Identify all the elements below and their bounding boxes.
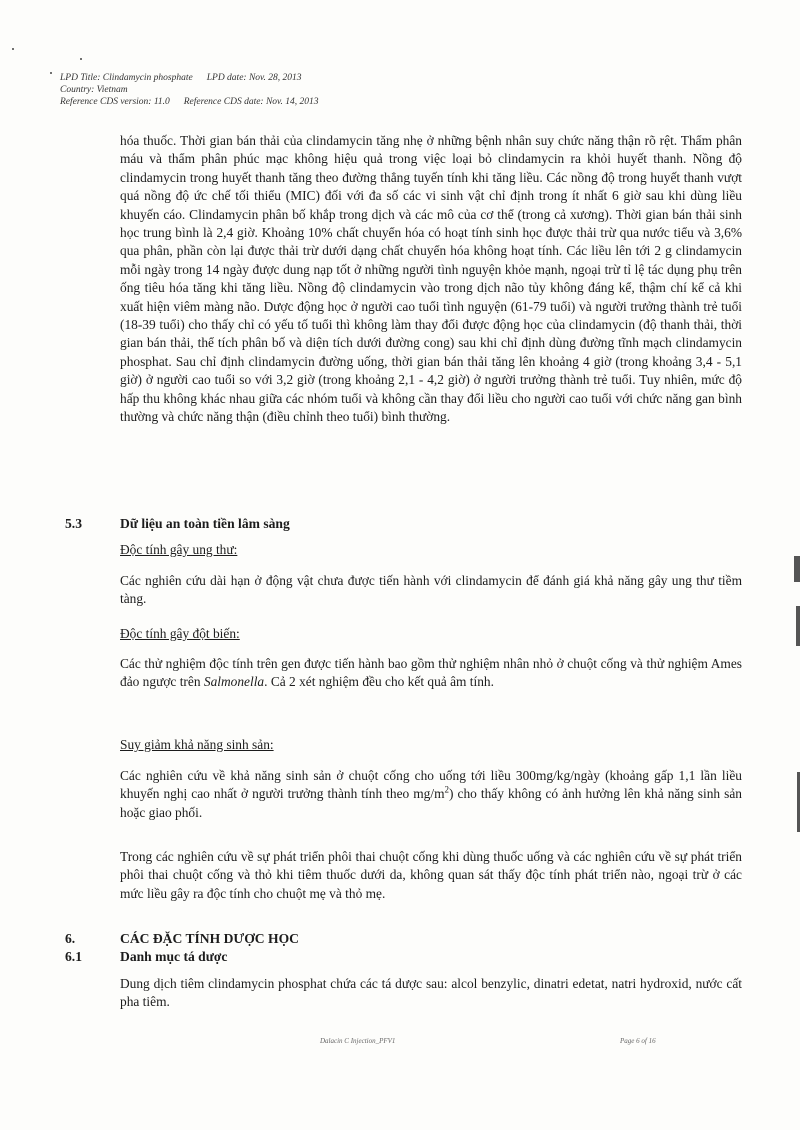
header-line-title [60, 72, 319, 84]
section-number: 5.3 [65, 516, 82, 531]
carcinogenicity-heading: Độc tính gây ung thư: [120, 542, 238, 557]
excipients-text: Dung dịch tiêm clindamycin phosphat chứa các tá dược sau: alcol benzylic, dinatri edetat, natri hydroxid, nước cất pha tiêm. [120, 976, 742, 1010]
cds-version: Reference CDS version: 11.0 [60, 97, 170, 107]
scan-dot [12, 48, 14, 50]
fertility-heading: Suy giảm khả năng sinh sản: [120, 737, 274, 752]
fertility-text: Các nghiên cứu về khả năng sinh sản ở chuột cống cho uống tới liều 300mg/kg/ngày (khoảng gấp 1,1 lần liều khuyến nghị cao nhất ở người trưởng thành tính theo $mg/m^2$) cho thấy không có ảnh hưởng lên khả năng sinh sản hoặc giao phối. [120, 768, 742, 820]
section-title: CÁC ĐẶC TÍNH DƯỢC HỌC [120, 931, 299, 946]
country: Country: Vietnam [60, 85, 128, 95]
scan-dot [80, 58, 82, 60]
cds-date: Reference CDS date: Nov. 14, 2013 [183, 97, 319, 107]
scan-dot [50, 72, 52, 74]
section-title: Dữ liệu an toàn tiền lâm sàng [120, 516, 290, 531]
section-title: Danh mục tá dược [120, 949, 228, 964]
mutagenicity-heading: Độc tính gây đột biến: [120, 626, 240, 641]
footer-page-number: Page 6 of 16 [620, 1037, 656, 1045]
lpd-date: LPD date: Nov. 28, 2013 [206, 73, 302, 83]
scan-edge-mark [794, 556, 800, 582]
footer-left: Dalacin C Injection_PFV1 [320, 1037, 396, 1045]
document-header [60, 72, 319, 108]
carcinogenicity-text: Các nghiên cứu dài hạn ở động vật chưa được tiến hành với clindamycin để đánh giá khả năng gây ung thư tiềm tàng. [120, 573, 742, 607]
section-number: 6.1 [65, 949, 82, 964]
section-number: 6. [65, 931, 76, 946]
lpd-title: LPD Title: Clindamycin phosphate [60, 73, 193, 83]
pharmacokinetics-paragraph: hóa thuốc. Thời gian bán thải của clindamycin tăng nhẹ ở những bệnh nhân suy chức năng thận rõ rệt. Thẩm phân máu và thẩm phân phúc mạc không hiệu quả trong việc loại bỏ clindamycin ra khỏi huyết thanh. Nồng độ clindamycin trong huyết thanh tăng theo đường thẳng tuyến tính khi tăng liều. Các nồng độ trong huyết thanh vượt quá nồng độ ức chế tối thiểu (MIC) đối với đa số các vi sinh vật chỉ định trong ít nhất 6 giờ sau khi dùng liều khuyến cáo. Clindamycin phân bố khắp trong dịch và các mô của cơ thể (trong cả xương). Thời gian bán thải sinh học trung bình là 2,4 giờ. Khoảng 10% chất chuyển hóa có hoạt tính sinh học được thải trừ qua nước tiểu và 3,6% qua phân, phần còn lại được thải trừ dưới dạng chất chuyển hóa không hoạt tính. Các liều lên tới 2 g clindamycin mỗi ngày trong 14 ngày được dung nạp tốt ở những người tình nguyện khỏe mạnh, ngoại trừ tỉ lệ tác dụng phụ trên ống tiêu hóa tăng khi tăng liều. Nồng độ clindamycin vào trong dịch não tủy không đáng kể, thậm chí kể cả khi xuất hiện viêm màng não. Dược động học ở người cao tuổi tình nguyện (61-79 tuổi) và người trưởng thành trẻ tuổi (18-39 tuổi) cho thấy chỉ có yếu tố tuổi thì không làm thay đổi được động học của clindamycin (độ thanh thải, thời gian bán thải, thể tích phân bố và diện tích dưới đường cong) sau khi chỉ định dùng đường tĩnh mạch clindamycin phosphat. Sau chỉ định clindamycin đường uống, thời gian bán thải tăng lên khoảng 4 giờ (trong khoảng 3,4 - 5,1 giờ) ở người cao tuổi so với 3,2 giờ (trong khoảng 2,1 - 4,2 giờ) ở người trưởng thành trẻ tuổi. Tuy nhiên, mức độ hấp thu không khác nhau giữa các nhóm tuổi và không cần thay đổi liều cho người cao tuổi với chức năng gan bình thường và chức năng thận (điều chỉnh theo tuổi) bình thường. [120, 133, 742, 425]
header-line-reference [60, 96, 319, 108]
embryo-development-text: Trong các nghiên cứu về sự phát triển phôi thai chuột cống khi dùng thuốc uống và các nghiên cứu về sự phát triển phôi thai chuột cống và thỏ khi tiêm thuốc dưới da, không quan sát thấy độc tính phát triển nào, ngoại trừ ở các mức liều gây ra độc tính cho chuột mẹ và thỏ mẹ. [120, 849, 742, 901]
mutagenicity-text: Các thử nghiệm độc tính trên gen được tiến hành bao gồm thử nghiệm nhân nhỏ ở chuột cống và thử nghiệm Ames đảo ngược trên Salmonella. Cả 2 xét nghiệm đều cho kết quả âm tính. [120, 656, 742, 690]
scan-edge-mark [796, 606, 800, 646]
